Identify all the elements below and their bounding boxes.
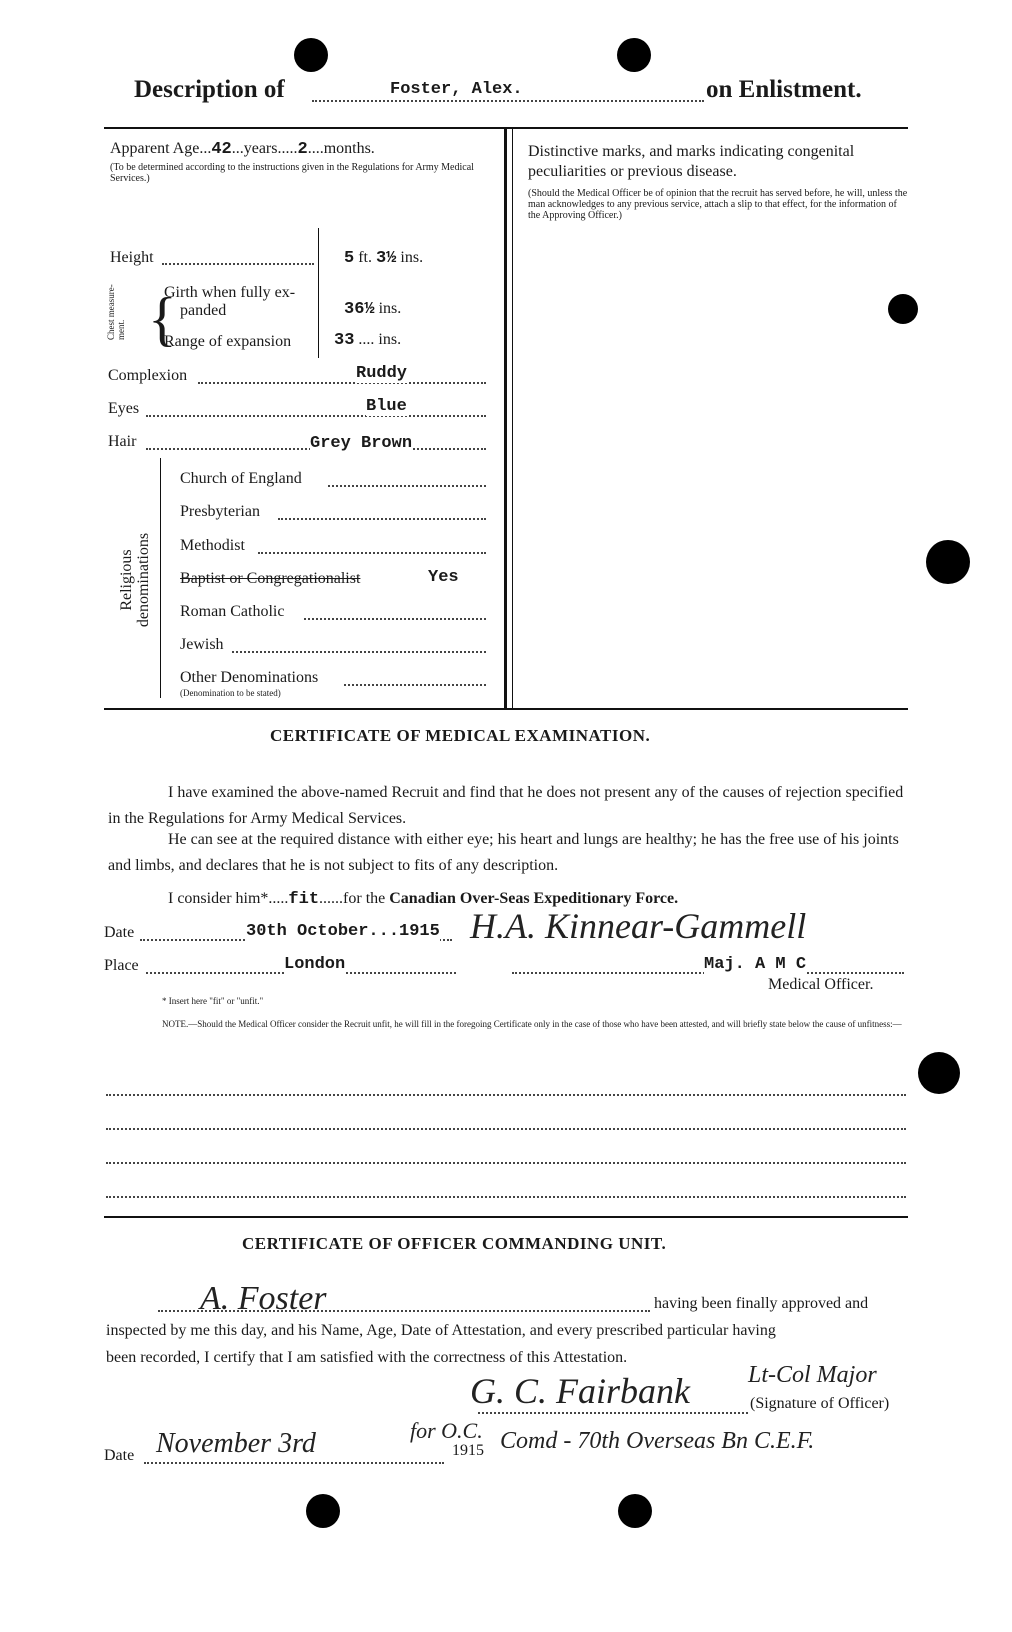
medical-p2: He can see at the required distance with either eye; his heart and lungs are healthy; he has the free use of his joints and limbs, and declares that he is not subject to fits of any description. bbox=[108, 831, 899, 874]
dots bbox=[478, 1412, 748, 1414]
punch-hole bbox=[617, 38, 651, 72]
dots bbox=[162, 263, 314, 265]
commanding-date: November 3rd bbox=[156, 1428, 316, 1459]
punch-hole bbox=[888, 294, 918, 324]
fitness-value: fit bbox=[288, 890, 320, 909]
place-label: Place bbox=[104, 957, 139, 974]
punch-hole bbox=[294, 38, 328, 72]
punch-hole bbox=[306, 1494, 340, 1528]
brace: { bbox=[148, 286, 177, 352]
unit-name: Comd - 70th Overseas Bn C.E.F. bbox=[500, 1428, 815, 1454]
recruit-name: Foster, Alex. bbox=[390, 80, 523, 99]
religion-item: Other Denominations bbox=[180, 669, 319, 686]
range-value: 33 .... ins. bbox=[334, 331, 402, 350]
dots[interactable] bbox=[106, 1094, 906, 1096]
medical-p1: I have examined the above-named Recruit and find that he does not present any of the causes of rejection specified in the Regulations for Army Medical Services. bbox=[108, 784, 904, 827]
hair-label: Hair bbox=[108, 433, 137, 450]
column-divider bbox=[512, 129, 513, 709]
punch-hole bbox=[918, 1052, 960, 1094]
dots[interactable] bbox=[106, 1128, 906, 1130]
religion-item: Baptist or Congregationalist bbox=[180, 570, 361, 587]
religion-item: Church of England bbox=[180, 470, 302, 487]
consider-row: I consider him*.....fit......for the Canadian Over-Seas Expeditionary Force. bbox=[168, 890, 679, 909]
religion-item: Jewish bbox=[180, 636, 224, 653]
header-prefix: Description of bbox=[134, 76, 285, 103]
footnote: * Insert here "fit" or "unfit." bbox=[162, 996, 264, 1006]
date-label: Date bbox=[104, 924, 135, 941]
commanding-text-1: having been finally approved and bbox=[654, 1295, 869, 1312]
dots[interactable] bbox=[106, 1162, 906, 1164]
header-suffix: on Enlistment. bbox=[706, 76, 862, 103]
commanding-year: 1915 bbox=[452, 1442, 484, 1459]
punch-hole bbox=[618, 1494, 652, 1528]
girth-label: Girth when fully ex- panded bbox=[164, 284, 296, 319]
dots[interactable] bbox=[106, 1196, 906, 1198]
column-divider bbox=[504, 129, 507, 709]
bracket bbox=[160, 458, 161, 698]
header-dots bbox=[312, 100, 704, 102]
commanding-text-3: been recorded, I certify that I am satisfied with the correctness of this Attestation. bbox=[106, 1349, 628, 1366]
officer-label: Medical Officer. bbox=[768, 976, 874, 993]
complexion-label: Complexion bbox=[108, 367, 188, 384]
officer-rank-handwritten: Lt-Col Major bbox=[748, 1362, 877, 1388]
for-oc: for O.C. bbox=[410, 1418, 483, 1443]
dots bbox=[198, 382, 486, 384]
officer-signature: G. C. Fairbank bbox=[470, 1371, 690, 1411]
officer-rank: Maj. A M C bbox=[704, 955, 807, 974]
age-years: 42 bbox=[211, 140, 232, 159]
divider bbox=[104, 708, 908, 710]
field-divider bbox=[318, 228, 319, 358]
religion-item: Presbyterian bbox=[180, 503, 260, 520]
exam-date: 30th October...1915 bbox=[246, 922, 440, 941]
religion-label: Religious denominations bbox=[118, 532, 152, 628]
divider bbox=[104, 1216, 908, 1218]
dots bbox=[278, 518, 486, 520]
dots bbox=[146, 415, 486, 417]
range-label: Range of expansion bbox=[164, 333, 292, 350]
commanding-text-2: inspected by me this day, and his Name, Age, Date of Attestation, and every prescribed particular having bbox=[106, 1322, 776, 1339]
recruit-signature: A. Foster bbox=[200, 1280, 327, 1317]
dots bbox=[232, 651, 486, 653]
religion-item: Roman Catholic bbox=[180, 603, 285, 620]
medical-officer-signature: H.A. Kinnear-Gammell bbox=[470, 906, 807, 946]
medical-title: CERTIFICATE OF MEDICAL EXAMINATION. bbox=[270, 726, 651, 745]
religion-item: Methodist bbox=[180, 537, 245, 554]
dots bbox=[344, 684, 486, 686]
height-value: 5 ft. 3½ ins. bbox=[344, 249, 424, 268]
exam-place: London bbox=[284, 955, 346, 974]
commanding-title: CERTIFICATE OF OFFICER COMMANDING UNIT. bbox=[242, 1234, 667, 1253]
girth-value: 36½ ins. bbox=[344, 300, 402, 319]
age-row: Apparent Age...42...years.....2....months. bbox=[110, 140, 375, 159]
force-name: Canadian Over-Seas Expeditionary Force. bbox=[389, 890, 679, 907]
dots bbox=[328, 485, 486, 487]
chest-label: Chest measure-ment. bbox=[106, 284, 126, 340]
marks-note: (Should the Medical Officer be of opinion that the recruit has served before, he will, unless the man acknowledges to any previous service, attach a slip to that effect, for the information of the Approving Officer.) bbox=[528, 188, 908, 221]
eyes-value: Blue bbox=[366, 397, 407, 416]
age-note: (To be determined according to the instructions given in the Regulations for Army Medical Services.) bbox=[110, 162, 474, 184]
other-note: (Denomination to be stated) bbox=[180, 688, 281, 698]
dots bbox=[144, 1462, 444, 1464]
punch-hole bbox=[926, 540, 970, 584]
signature-label: (Signature of Officer) bbox=[750, 1395, 890, 1412]
unfit-note: NOTE.—Should the Medical Officer consider the Recruit unfit, he will fill in the foregoing Certificate only in the case of those who have been attested, and will briefly state below the cause of unfitness:— bbox=[162, 1019, 902, 1029]
dots bbox=[304, 618, 486, 620]
commanding-date-label: Date bbox=[104, 1447, 135, 1464]
eyes-label: Eyes bbox=[108, 400, 140, 417]
complexion-value: Ruddy bbox=[356, 364, 408, 383]
height-label: Height bbox=[110, 249, 154, 266]
marks-title: Distinctive marks, and marks indicating congenital peculiarities or previous disease. bbox=[528, 143, 855, 180]
religion-value: Yes bbox=[428, 568, 459, 587]
dots bbox=[258, 552, 486, 554]
hair-value: Grey Brown bbox=[310, 434, 413, 453]
age-months: 2 bbox=[297, 140, 308, 159]
header bbox=[134, 76, 285, 104]
